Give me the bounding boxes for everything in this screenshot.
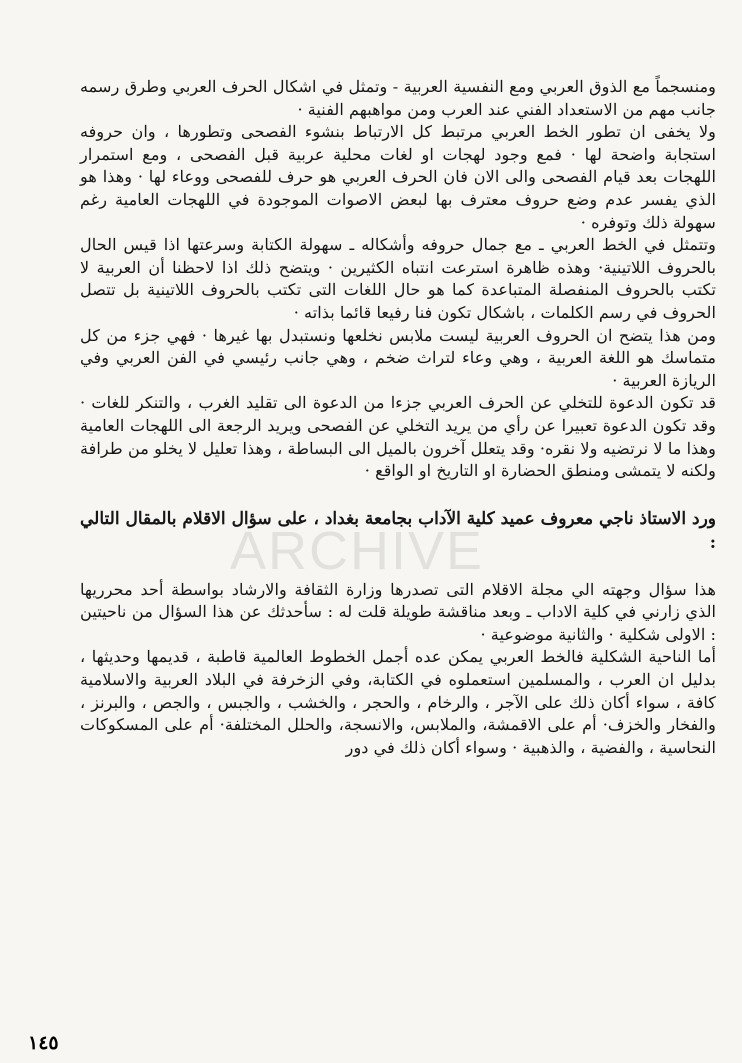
paragraph-3: وتتمثل في الخط العربي ـ مع جمال حروفه وأشكاله ـ سهولة الكتابة وسرعتها اذا قيس الحال بالحروف اللاتينية· وهذه ظاهرة استرعت انتباه الكثيرين · ويتضح ذلك اذا لاحظنا أن العربية لا تكتب بالحروف المنفصلة المتباعدة كما هو حال اللغات التى تكتب بالحروف اللاتينية بل تتصل الحروف في رسم الكلمات ، باشكال تكون فنا رفيعا قائما بذاته ·: [80, 235, 716, 322]
section-spacer: [80, 483, 716, 507]
paragraph-4: ومن هذا يتضح ان الحروف العربية ليست ملابس نخلعها ونستبدل بها غيرها · فهي جزء من كل متماسك هو اللغة العربية ، وهي وعاء لتراث ضخم ، وهي جانب رئيسي في الفن العربي وفي الريازة العربية ·: [80, 325, 716, 390]
document-page: [80, 76, 716, 1033]
paragraph-5: قد تكون الدعوة للتخلي عن الحرف العربي جزءا من الدعوة الى تقليد الغرب ، والتنكر للغات · وقد تكون الدعوة تعبيرا عن رأي من يريد التخلي عن الفصحى ويريد الرجعة الى اللهجات العامية وهذا ما لا نرتضيه ولا نقره· وقد يتعلل آخرون بالميل الى البساطة ، وهذا تعليل لا يخلو من طرافة ولكنه لا يتمشى ومنطق الحضارة او التاريخ او الواقع ·: [80, 393, 716, 481]
paragraph-7: أما الناحية الشكلية فالخط العربي يمكن عده أجمل الخطوط العالمية قاطبة ، قديمها وحديثها ، بدليل ان العرب ، والمسلمين استعملوه في الكتابة، وفي الزخرفة في البلاد العربية والاسلامية كافة ، سواء أكان ذلك على الآجر ، والرخام ، والحجر ، والخشب ، والجبس ، والجص ، والبرنز ، والفخار والخزف· أم على الاقمشة، والملابس، والانسجة، والحلل المختلفة· أم على المسكوكات النحاسية ، والفضية ، والذهبية · وسواء أكان ذلك في دور: [80, 647, 716, 757]
paragraph-6: هذا سؤال وجهته الي مجلة الاقلام التى تصدرها وزارة الثقافة والارشاد بواسطة أحد محرريها الذي زارني في كلية الاداب ـ وبعد مناقشة طويلة قلت له : سأحدثك عن هذا السؤال من ناحيتين : الاولى شكلية · والثانية موضوعية ·: [80, 579, 716, 644]
section-heading: ورد الاستاذ ناجي معروف عميد كلية الآداب بجامعة بغداد ، على سؤال الاقلام بالمقال التالي :: [79, 508, 716, 553]
page-number: ١٤٥: [28, 1033, 59, 1054]
paragraph-2: ولا يخفى ان تطور الخط العربي مرتبط كل الارتباط بنشوء الفصحى وتطورها ، وان حروفه استجابة واضحة لها · فمع وجود لهجات او لغات محلية عربية قبل الفصحى ، ومع استمرار اللهجات بعد قيام الفصحى والى الان فان الحرف العربي هو حرف للفصحى ووعاء لها · وهذا هو الذي يفسر عدم وضع حروف معترف بها لبعض الاصوات الموجودة في اللهجات العامية رغم سهولة ذلك وتوفره ·: [80, 122, 716, 232]
archive-watermark: ARCHIVE: [230, 521, 485, 581]
section-spacer-2: [80, 555, 716, 579]
paragraph-1: ومنسجماً مع الذوق العربي ومع النفسية العربية - وتمثل في اشكال الحرف العربي وطرق رسمه جانب مهم من الاستعداد الفني عند العرب ومن مواهبهم الفنية ·: [80, 77, 716, 119]
